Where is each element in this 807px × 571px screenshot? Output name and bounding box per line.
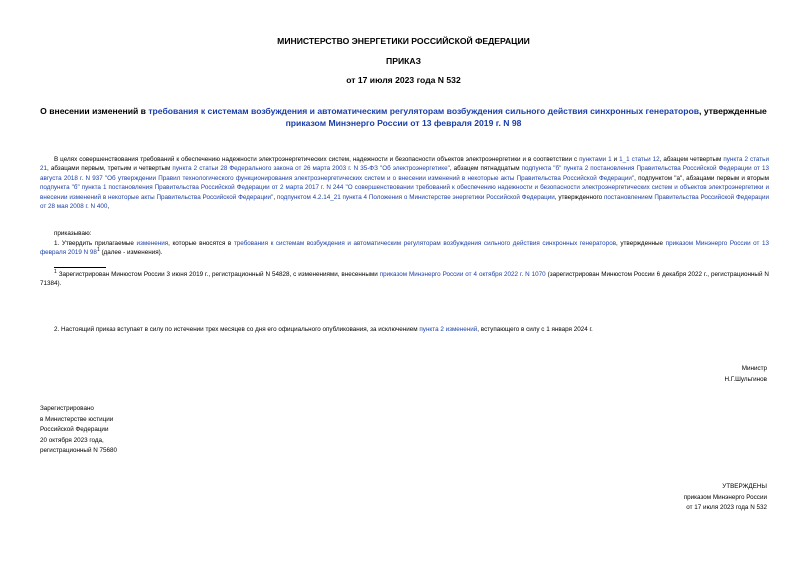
item-1-link[interactable]: приказом Минэнерго России от 13 февраля 2019 N 98 — [40, 240, 770, 257]
footnote-marker: 1 — [54, 268, 57, 275]
page-title — [40, 105, 767, 129]
item-1-text: , которые вносятся в — [168, 240, 234, 247]
registration-line: регистрационный N 75680 — [40, 447, 118, 454]
preamble-link[interactable]: пунктами 1 — [579, 156, 612, 163]
item-2-paragraph — [40, 325, 769, 334]
registration-line: Российской Федерации — [40, 426, 109, 433]
preamble-link[interactable]: пункта 2 статьи 21 — [40, 156, 769, 173]
item-2-text: , вступающего в силу с 1 января 2024 г. — [477, 326, 593, 333]
item-1-text: , утвержденные — [616, 240, 666, 247]
title-text-2: , утвержденные — [699, 106, 767, 116]
item-1-link[interactable]: требования к системам возбуждения и автоматическим регуляторам возбуждения сильного действия синхронных генераторов — [233, 240, 617, 247]
footnote-text: (зарегистрирован Минюстом России 6 декабря 2022 г., регистрационный N 71384). — [40, 271, 769, 288]
signature-block — [724, 364, 767, 385]
approved-line: от 17 июля 2023 года N 532 — [686, 504, 767, 511]
footnote-divider — [54, 267, 106, 268]
item-1-text: 1. Утвердить прилагаемые — [54, 240, 137, 247]
ministry-header: МИНИСТЕРСТВО ЭНЕРГЕТИКИ РОССИЙСКОЙ ФЕДЕРАЦИИ — [277, 36, 530, 46]
preamble-link[interactable]: пункта 2 статьи 28 Федерального закона от 26 марта 2003 г. N 35-ФЗ "Об электроэнергетике" — [172, 165, 450, 173]
registration-line: в Министерстве юстиции — [40, 415, 114, 423]
title-text-1: О внесении изменений в — [40, 106, 149, 116]
footnote-text: Зарегистрирован Минюстом России 3 июня 2019 г., регистрационный N 54828, с изменениями, внесенными — [56, 271, 380, 278]
preamble-link[interactable]: постановлением Правительства Российской Федерации от 28 мая 2008 г. N 400 — [40, 193, 769, 211]
approved-line: приказом Минэнерго России — [683, 493, 767, 501]
preamble-paragraph — [40, 155, 769, 211]
item-2-text: 2. Настоящий приказ вступает в силу по истечении трех месяцев со дня его официального опубликования, за исключением — [54, 326, 420, 333]
approved-line: УТВЕРЖДЕНЫ — [722, 483, 767, 490]
footnote-link[interactable]: приказом Минэнерго России от 4 октября 2022 г. N 1070 — [379, 271, 546, 278]
registration-line: Зарегистрировано — [40, 405, 94, 412]
preamble-link[interactable]: подпункта "б" пункта 1 постановления Правительства Российской Федерации от 2 марта 2017 г. N 244 "О совершенствовании требований к обеспечению надежности и безопасности электроэнергетических систем и объектов электроэнергетики и внесении изменений в некоторые акты Правительства Российской Федерации" — [40, 184, 769, 201]
item-1-link[interactable]: изменения — [136, 240, 169, 247]
item-1-text: (далее - изменения). — [99, 249, 163, 257]
preamble-text: , подпунктом "а", абзацами первым и вторым — [634, 174, 769, 182]
footnote-ref[interactable]: 1 — [96, 247, 100, 254]
footnote-paragraph — [40, 270, 769, 289]
registration-block — [40, 404, 117, 457]
signature-position: Министр — [741, 365, 767, 372]
preamble-text: , — [107, 203, 110, 211]
preamble-link[interactable]: 1_1 статьи 12 — [619, 156, 660, 163]
doc-type: ПРИКАЗ — [386, 56, 421, 66]
preamble-link[interactable]: подпунктом 4.2.14_21 пункта 4 Положения о Министерстве энергетики Российской Федерации — [276, 193, 555, 201]
preamble-text: , абзацем четвертым — [659, 156, 724, 163]
preamble-text: , утвержденного — [554, 193, 604, 201]
approved-block — [684, 482, 767, 514]
preamble-text: , абзацами первым, третьим и четвертым — [47, 165, 173, 173]
preamble-text: , абзацем пятнадцатым — [449, 165, 522, 173]
title-link-order[interactable]: приказом Минэнерго России от 13 февраля 2019 г. N 98 — [285, 118, 522, 128]
doc-date-number: от 17 июля 2023 года N 532 — [346, 75, 461, 85]
registration-line: 20 октября 2023 года, — [40, 436, 104, 444]
preamble-text: и — [611, 156, 620, 163]
title-link-requirements[interactable]: требования к системам возбуждения и автоматическим регуляторам возбуждения сильного действия синхронных генераторов — [148, 106, 700, 116]
signature-name: Н.Г.Шульгинов — [724, 375, 767, 383]
preamble-link[interactable]: подпункта "б" пункта 2 постановления Правительства Российской Федерации от 13 августа 2018 г. N 937 "Об утверждении Правил технологического функционирования электроэнергетических систем и о внесении изменений в некоторые акты Правительства Российской Федерации" — [40, 165, 770, 182]
item-1-paragraph — [40, 239, 769, 258]
preamble-text: , — [273, 193, 277, 201]
order-word: приказываю: — [54, 230, 92, 237]
preamble-text: В целях совершенствования требований к обеспечению надежности электроэнергетических систем, надежности и безопасности объектов электроэнергетики и в соответствии с — [54, 156, 580, 163]
item-2-link[interactable]: пункта 2 изменений — [419, 326, 478, 333]
